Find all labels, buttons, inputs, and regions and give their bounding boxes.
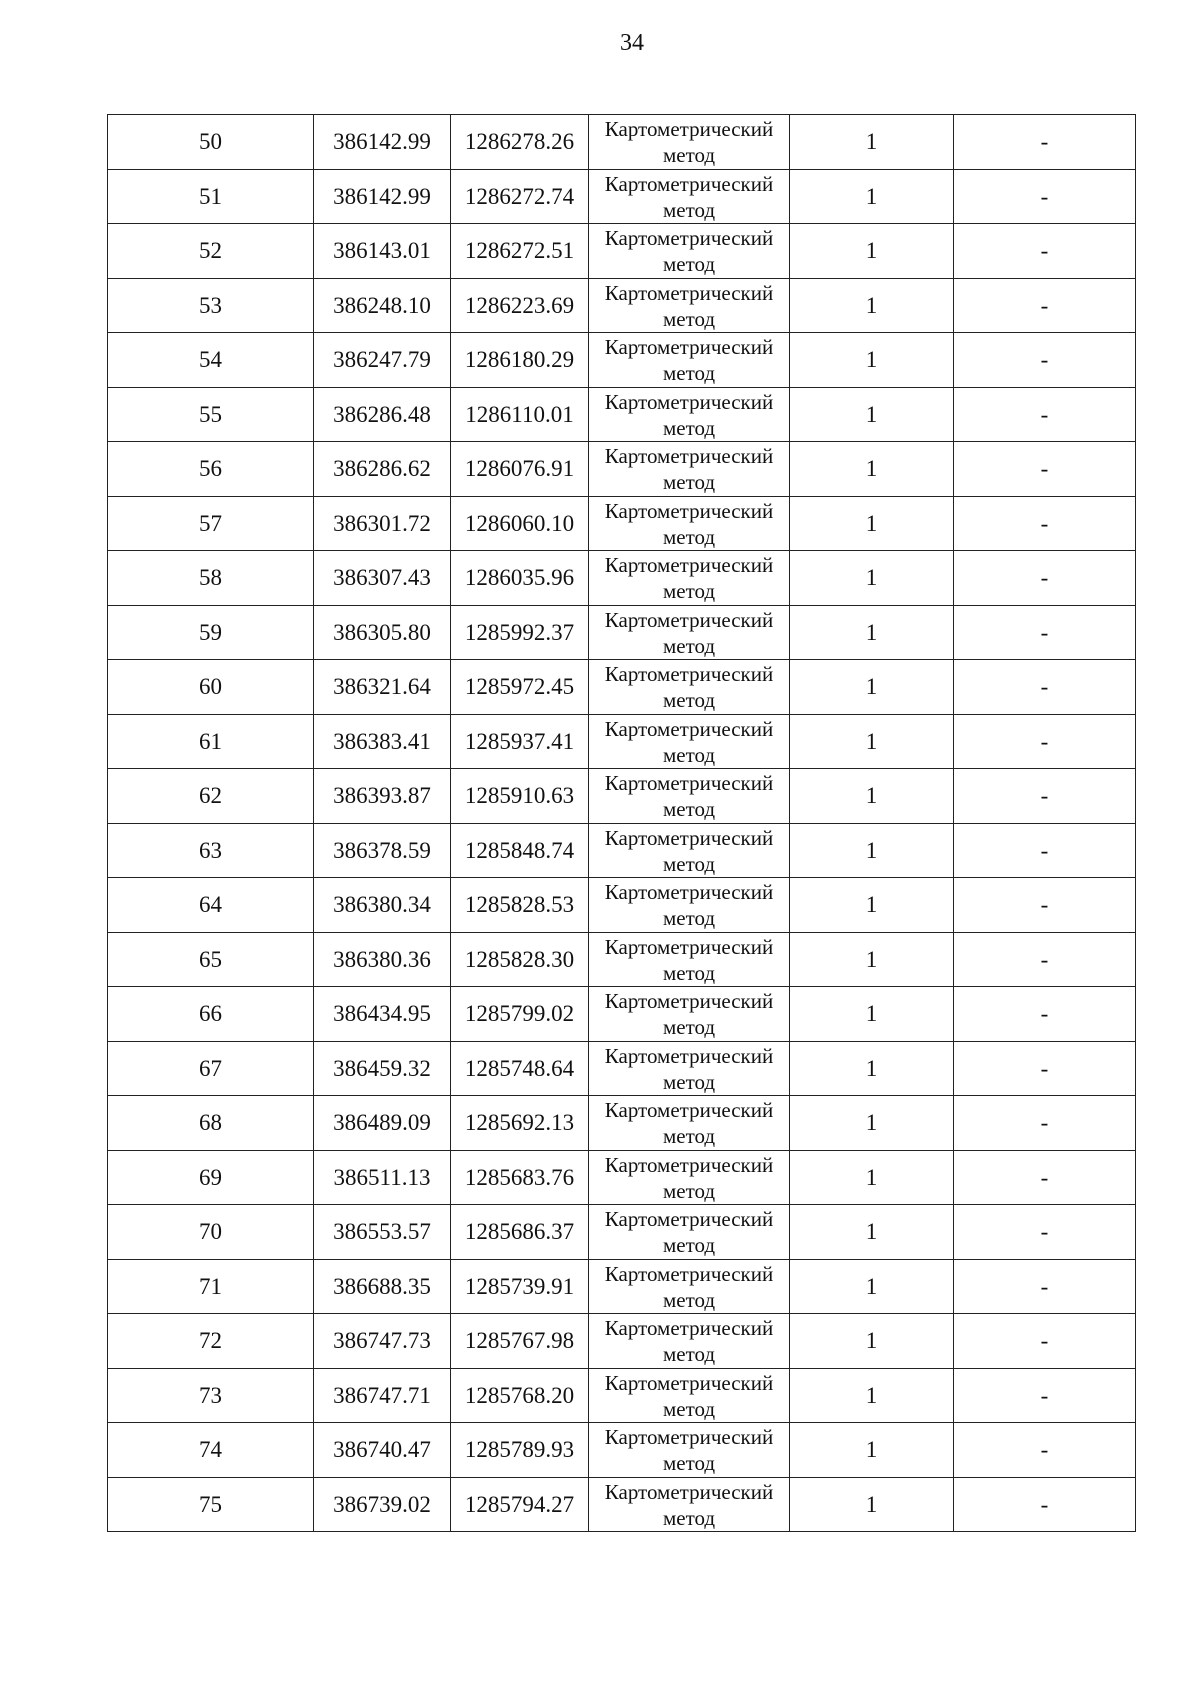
table-row: [108, 333, 1136, 388]
point-number-cell: 73: [108, 1368, 314, 1423]
x-coordinate-cell: 386247.79: [314, 333, 451, 388]
method-line-1: Картометрический: [604, 716, 774, 741]
method-cell: [589, 878, 790, 933]
method-cell: [589, 1423, 790, 1478]
x-coordinate-cell: 386740.47: [314, 1423, 451, 1478]
table-row: [108, 1041, 1136, 1096]
x-coordinate-cell: 386301.72: [314, 496, 451, 551]
table-row: [108, 224, 1136, 279]
table-row: [108, 169, 1136, 224]
x-coordinate-cell: 386747.73: [314, 1314, 451, 1369]
method-line-2: метод: [662, 906, 716, 930]
point-number-cell: 74: [108, 1423, 314, 1478]
accuracy-cell: 1: [790, 1096, 954, 1151]
point-number-cell: 51: [108, 169, 314, 224]
method-line-2: метод: [662, 1124, 716, 1148]
method-cell: [589, 1150, 790, 1205]
method-line-2: метод: [662, 1233, 716, 1257]
description-cell: -: [954, 1423, 1136, 1478]
y-coordinate-cell: 1285799.02: [451, 987, 589, 1042]
y-coordinate-cell: 1285789.93: [451, 1423, 589, 1478]
y-coordinate-cell: 1285686.37: [451, 1205, 589, 1260]
accuracy-cell: 1: [790, 496, 954, 551]
method-line-2: метод: [662, 742, 716, 767]
method-line-1: Картометрический: [604, 389, 774, 414]
accuracy-cell: 1: [790, 1423, 954, 1478]
method-cell: [589, 1314, 790, 1369]
method-line-1: Картометрический: [604, 771, 774, 795]
accuracy-cell: 1: [790, 333, 954, 388]
y-coordinate-cell: 1285768.20: [451, 1368, 589, 1423]
description-cell: -: [954, 932, 1136, 987]
y-coordinate-cell: 1285828.30: [451, 932, 589, 987]
method-line-2: метод: [662, 851, 716, 876]
point-number-cell: 65: [108, 932, 314, 987]
method-line-1: Картометрический: [604, 662, 774, 686]
method-cell: [589, 442, 790, 497]
accuracy-cell: 1: [790, 769, 954, 824]
table-row: [108, 1096, 1136, 1151]
method-line-2: метод: [662, 797, 716, 821]
point-number-cell: 75: [108, 1477, 314, 1532]
method-line-2: метод: [662, 1451, 716, 1475]
x-coordinate-cell: 386307.43: [314, 551, 451, 606]
y-coordinate-cell: 1286180.29: [451, 333, 589, 388]
method-line-2: метод: [662, 1178, 716, 1203]
y-coordinate-cell: 1285972.45: [451, 660, 589, 715]
method-line-1: Картометрический: [604, 553, 774, 577]
accuracy-cell: 1: [790, 605, 954, 660]
accuracy-cell: 1: [790, 169, 954, 224]
y-coordinate-cell: 1286272.51: [451, 224, 589, 279]
description-cell: -: [954, 1477, 1136, 1532]
y-coordinate-cell: 1285992.37: [451, 605, 589, 660]
table-row: [108, 1368, 1136, 1423]
page-number-text: 34: [620, 30, 644, 56]
accuracy-cell: 1: [790, 660, 954, 715]
y-coordinate-cell: 1286110.01: [451, 387, 589, 442]
method-line-2: метод: [662, 1069, 716, 1094]
method-cell: [589, 496, 790, 551]
accuracy-cell: 1: [790, 115, 954, 170]
x-coordinate-cell: 386393.87: [314, 769, 451, 824]
description-cell: -: [954, 987, 1136, 1042]
method-line-1: Картометрический: [604, 607, 774, 632]
method-line-2: метод: [662, 579, 716, 603]
accuracy-cell: 1: [790, 1314, 954, 1369]
description-cell: -: [954, 769, 1136, 824]
description-cell: -: [954, 878, 1136, 933]
x-coordinate-cell: 386286.62: [314, 442, 451, 497]
description-cell: -: [954, 1205, 1136, 1260]
method-cell: [589, 333, 790, 388]
description-cell: -: [954, 1150, 1136, 1205]
x-coordinate-cell: 386489.09: [314, 1096, 451, 1151]
method-line-2: метод: [662, 633, 716, 658]
y-coordinate-cell: 1285848.74: [451, 823, 589, 878]
x-coordinate-cell: 386143.01: [314, 224, 451, 279]
y-coordinate-cell: 1285748.64: [451, 1041, 589, 1096]
table-row: [108, 115, 1136, 170]
table-row: [108, 660, 1136, 715]
y-coordinate-cell: 1285683.76: [451, 1150, 589, 1205]
method-line-1: Картометрический: [604, 335, 774, 359]
accuracy-cell: 1: [790, 387, 954, 442]
method-cell: [589, 115, 790, 170]
y-coordinate-cell: 1285739.91: [451, 1259, 589, 1314]
method-cell: [589, 169, 790, 224]
method-cell: [589, 1477, 790, 1532]
table-row: [108, 496, 1136, 551]
table-row: [108, 605, 1136, 660]
description-cell: -: [954, 496, 1136, 551]
method-line-2: метод: [662, 143, 716, 167]
x-coordinate-cell: 386383.41: [314, 714, 451, 769]
method-line-1: Картометрический: [604, 989, 774, 1013]
y-coordinate-cell: 1286223.69: [451, 278, 589, 333]
method-cell: [589, 1041, 790, 1096]
accuracy-cell: 1: [790, 1259, 954, 1314]
method-line-1: Картометрический: [604, 226, 774, 250]
method-line-2: метод: [662, 688, 716, 712]
description-cell: -: [954, 605, 1136, 660]
accuracy-cell: 1: [790, 1150, 954, 1205]
x-coordinate-cell: 386380.36: [314, 932, 451, 987]
description-cell: -: [954, 278, 1136, 333]
y-coordinate-cell: 1285828.53: [451, 878, 589, 933]
accuracy-cell: 1: [790, 823, 954, 878]
x-coordinate-cell: 386739.02: [314, 1477, 451, 1532]
method-line-2: метод: [662, 960, 716, 985]
method-line-2: метод: [662, 306, 716, 331]
point-number-cell: 58: [108, 551, 314, 606]
method-line-1: Картометрический: [604, 117, 774, 141]
table-row: [108, 714, 1136, 769]
description-cell: -: [954, 442, 1136, 497]
x-coordinate-cell: 386305.80: [314, 605, 451, 660]
accuracy-cell: 1: [790, 1477, 954, 1532]
x-coordinate-cell: 386688.35: [314, 1259, 451, 1314]
x-coordinate-cell: 386459.32: [314, 1041, 451, 1096]
point-number-cell: 56: [108, 442, 314, 497]
method-line-2: метод: [662, 415, 716, 440]
table-row: [108, 387, 1136, 442]
point-number-cell: 67: [108, 1041, 314, 1096]
method-line-1: Картометрический: [604, 1261, 774, 1286]
method-cell: [589, 769, 790, 824]
method-line-2: метод: [662, 361, 716, 385]
table-row: [108, 278, 1136, 333]
description-cell: -: [954, 169, 1136, 224]
coordinates-table-body: [108, 115, 1136, 1532]
table-row: [108, 1259, 1136, 1314]
y-coordinate-cell: 1285692.13: [451, 1096, 589, 1151]
method-cell: [589, 278, 790, 333]
method-cell: [589, 823, 790, 878]
point-number-cell: 64: [108, 878, 314, 933]
method-cell: [589, 605, 790, 660]
x-coordinate-cell: 386511.13: [314, 1150, 451, 1205]
accuracy-cell: 1: [790, 224, 954, 279]
x-coordinate-cell: 386142.99: [314, 115, 451, 170]
x-coordinate-cell: 386142.99: [314, 169, 451, 224]
coordinates-table: [107, 114, 1136, 1532]
description-cell: -: [954, 1096, 1136, 1151]
page-number: [32, 30, 1200, 57]
method-line-2: метод: [662, 470, 716, 494]
method-cell: [589, 551, 790, 606]
x-coordinate-cell: 386380.34: [314, 878, 451, 933]
point-number-cell: 52: [108, 224, 314, 279]
description-cell: -: [954, 1314, 1136, 1369]
method-line-2: метод: [662, 252, 716, 276]
y-coordinate-cell: 1286278.26: [451, 115, 589, 170]
table-row: [108, 1477, 1136, 1532]
y-coordinate-cell: 1285937.41: [451, 714, 589, 769]
point-number-cell: 53: [108, 278, 314, 333]
method-line-2: метод: [662, 197, 716, 222]
point-number-cell: 57: [108, 496, 314, 551]
method-line-1: Картометрический: [604, 1479, 774, 1504]
method-line-1: Картометрический: [604, 280, 774, 305]
point-number-cell: 68: [108, 1096, 314, 1151]
method-line-1: Картометрический: [604, 825, 774, 850]
accuracy-cell: 1: [790, 987, 954, 1042]
description-cell: -: [954, 387, 1136, 442]
method-cell: [589, 660, 790, 715]
method-line-1: Картометрический: [604, 880, 774, 904]
accuracy-cell: 1: [790, 442, 954, 497]
description-cell: -: [954, 224, 1136, 279]
table-row: [108, 1423, 1136, 1478]
method-line-1: Картометрический: [604, 1098, 774, 1122]
method-cell: [589, 1368, 790, 1423]
point-number-cell: 69: [108, 1150, 314, 1205]
y-coordinate-cell: 1286076.91: [451, 442, 589, 497]
method-line-2: метод: [662, 1505, 716, 1530]
point-number-cell: 66: [108, 987, 314, 1042]
y-coordinate-cell: 1285910.63: [451, 769, 589, 824]
table-row: [108, 551, 1136, 606]
method-cell: [589, 224, 790, 279]
method-line-2: метод: [662, 1396, 716, 1421]
point-number-cell: 60: [108, 660, 314, 715]
description-cell: -: [954, 660, 1136, 715]
method-cell: [589, 1205, 790, 1260]
x-coordinate-cell: 386248.10: [314, 278, 451, 333]
table-row: [108, 987, 1136, 1042]
method-cell: [589, 987, 790, 1042]
point-number-cell: 72: [108, 1314, 314, 1369]
description-cell: -: [954, 1368, 1136, 1423]
method-line-2: метод: [662, 1015, 716, 1039]
method-line-1: Картометрический: [604, 934, 774, 959]
point-number-cell: 62: [108, 769, 314, 824]
method-line-1: Картометрический: [604, 1316, 774, 1340]
y-coordinate-cell: 1286035.96: [451, 551, 589, 606]
accuracy-cell: 1: [790, 1368, 954, 1423]
description-cell: -: [954, 714, 1136, 769]
method-line-1: Картометрический: [604, 444, 774, 468]
description-cell: -: [954, 1259, 1136, 1314]
point-number-cell: 55: [108, 387, 314, 442]
method-cell: [589, 387, 790, 442]
y-coordinate-cell: 1286272.74: [451, 169, 589, 224]
point-number-cell: 63: [108, 823, 314, 878]
table-row: [108, 769, 1136, 824]
point-number-cell: 71: [108, 1259, 314, 1314]
point-number-cell: 61: [108, 714, 314, 769]
y-coordinate-cell: 1285767.98: [451, 1314, 589, 1369]
description-cell: -: [954, 551, 1136, 606]
x-coordinate-cell: 386378.59: [314, 823, 451, 878]
method-cell: [589, 932, 790, 987]
method-line-1: Картометрический: [604, 1425, 774, 1449]
method-line-1: Картометрический: [604, 1043, 774, 1068]
method-cell: [589, 1259, 790, 1314]
method-cell: [589, 1096, 790, 1151]
point-number-cell: 59: [108, 605, 314, 660]
table-row: [108, 1150, 1136, 1205]
table-row: [108, 823, 1136, 878]
method-line-1: Картометрический: [604, 1370, 774, 1395]
description-cell: -: [954, 1041, 1136, 1096]
method-line-1: Картометрический: [604, 1207, 774, 1231]
accuracy-cell: 1: [790, 932, 954, 987]
accuracy-cell: 1: [790, 1041, 954, 1096]
description-cell: -: [954, 115, 1136, 170]
y-coordinate-cell: 1286060.10: [451, 496, 589, 551]
accuracy-cell: 1: [790, 878, 954, 933]
x-coordinate-cell: 386321.64: [314, 660, 451, 715]
y-coordinate-cell: 1285794.27: [451, 1477, 589, 1532]
method-line-1: Картометрический: [604, 1152, 774, 1177]
method-line-2: метод: [662, 1287, 716, 1312]
table-row: [108, 1314, 1136, 1369]
x-coordinate-cell: 386553.57: [314, 1205, 451, 1260]
table-row: [108, 442, 1136, 497]
x-coordinate-cell: 386434.95: [314, 987, 451, 1042]
method-line-2: метод: [662, 1342, 716, 1366]
accuracy-cell: 1: [790, 551, 954, 606]
table-row: [108, 878, 1136, 933]
method-cell: [589, 714, 790, 769]
x-coordinate-cell: 386747.71: [314, 1368, 451, 1423]
x-coordinate-cell: 386286.48: [314, 387, 451, 442]
description-cell: -: [954, 333, 1136, 388]
table-row: [108, 932, 1136, 987]
point-number-cell: 50: [108, 115, 314, 170]
accuracy-cell: 1: [790, 714, 954, 769]
method-line-1: Картометрический: [604, 171, 774, 196]
method-line-2: метод: [662, 524, 716, 549]
method-line-1: Картометрический: [604, 498, 774, 523]
table-row: [108, 1205, 1136, 1260]
description-cell: -: [954, 823, 1136, 878]
accuracy-cell: 1: [790, 278, 954, 333]
point-number-cell: 54: [108, 333, 314, 388]
accuracy-cell: 1: [790, 1205, 954, 1260]
point-number-cell: 70: [108, 1205, 314, 1260]
